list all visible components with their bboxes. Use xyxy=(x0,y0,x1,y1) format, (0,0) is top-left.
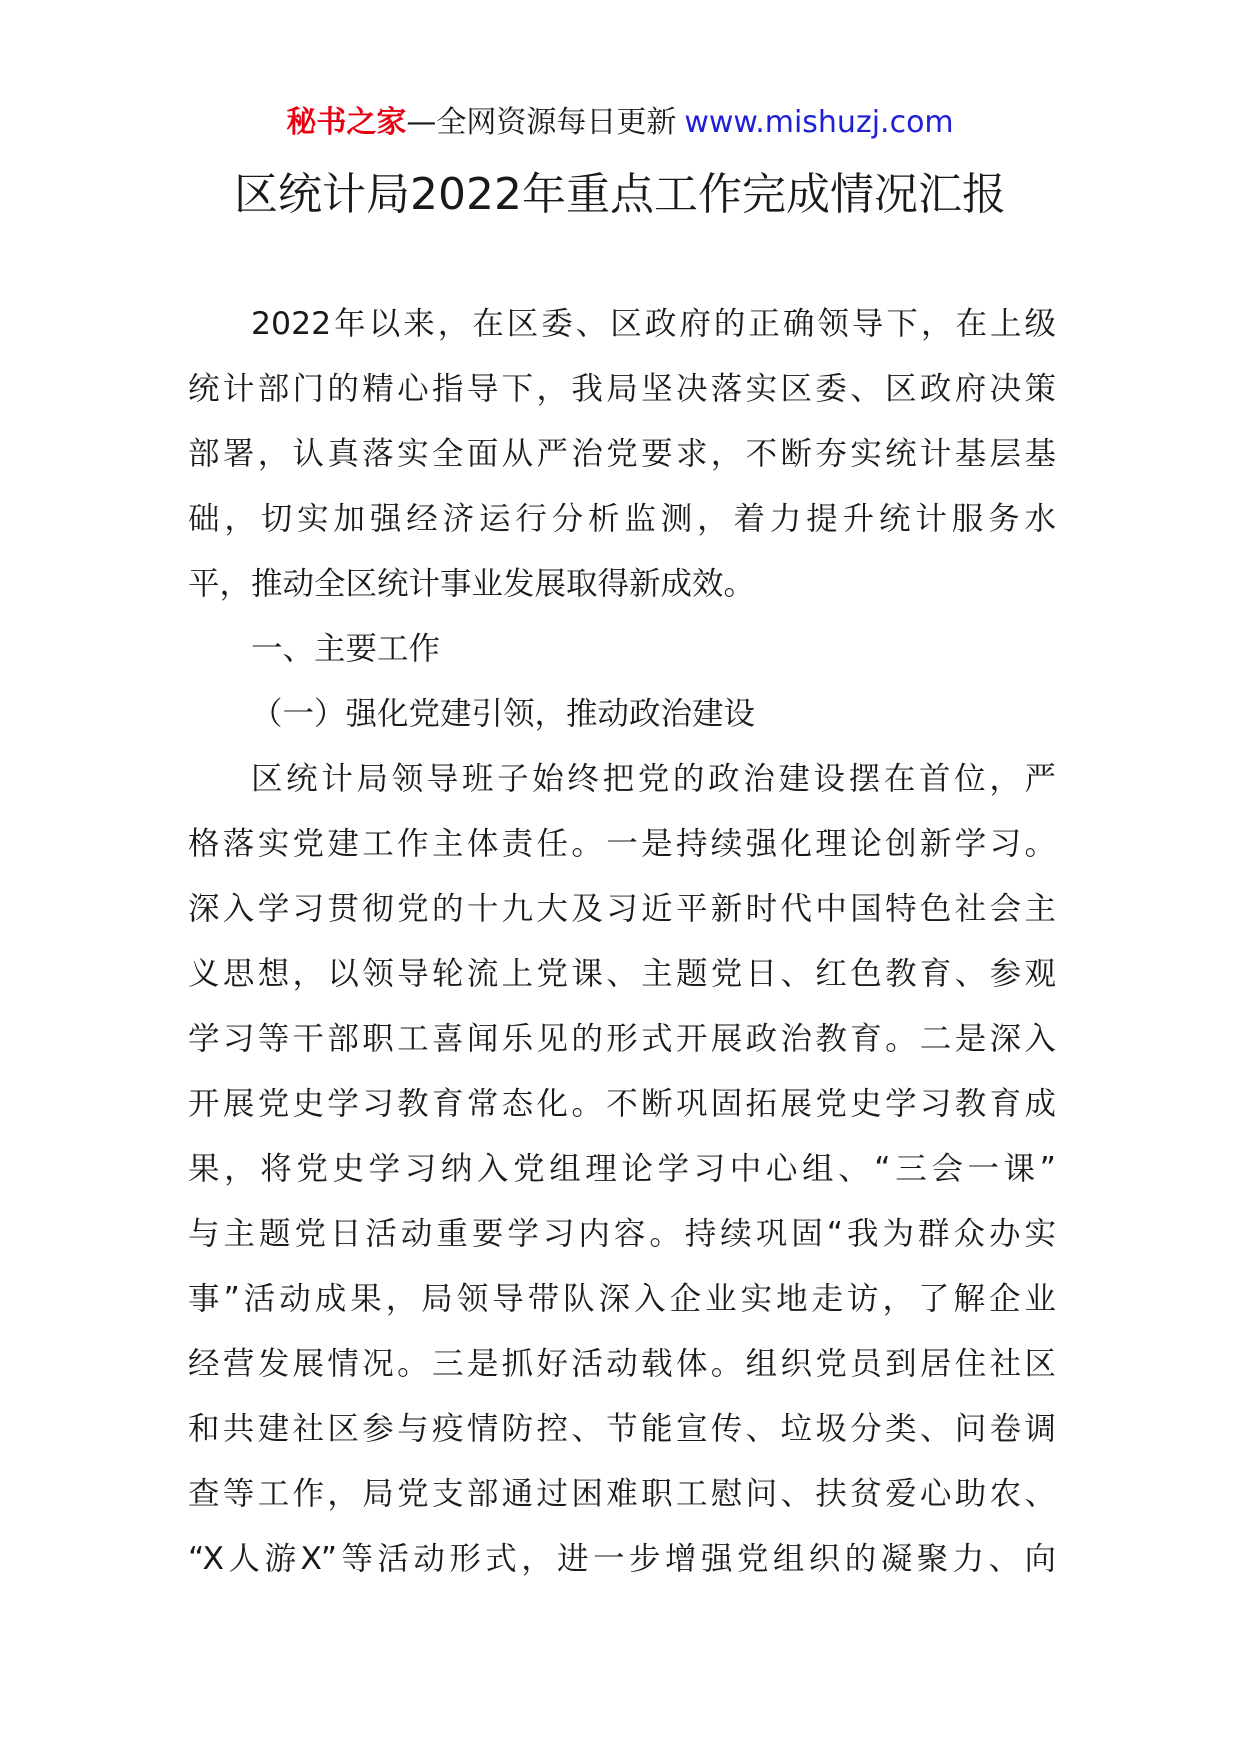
paragraph-line: 深入学习贯彻党的十九大及习近平新时代中国特色社会主 xyxy=(188,891,1056,927)
subsection-heading: （一）强化党建引领，推动政治建设 xyxy=(251,696,756,732)
paragraph-line: 平，推动全区统计事业发展取得新成效。 xyxy=(188,566,756,602)
paragraph-line: 2022年以来，在区委、区政府的正确领导下，在上级 xyxy=(251,306,1056,342)
paragraph-line: 和共建社区参与疫情防控、节能宣传、垃圾分类、问卷调 xyxy=(188,1411,1056,1447)
document-title: 区统计局2022年重点工作完成情况汇报 xyxy=(234,169,1006,220)
paragraph-line: 区统计局领导班子始终把党的政治建设摆在首位，严 xyxy=(251,761,1056,797)
paragraph-line: 格落实党建工作主体责任。一是持续强化理论创新学习。 xyxy=(188,826,1056,862)
paragraph-line: 果，将党史学习纳入党组理论学习中心组、“三会一课” xyxy=(188,1151,1056,1187)
paragraph-line: 经营发展情况。三是抓好活动载体。组织党员到居住社区 xyxy=(188,1346,1056,1382)
brand-name: 秘书之家 xyxy=(286,105,407,140)
paragraph-line: 部署，认真落实全面从严治党要求，不断夯实统计基层基 xyxy=(188,436,1056,472)
paragraph-line: 统计部门的精心指导下，我局坚决落实区委、区政府决策 xyxy=(188,371,1056,407)
paragraph-line: 查等工作，局党支部通过困难职工慰问、扶贫爱心助农、 xyxy=(188,1476,1056,1512)
paragraph-line: 学习等干部职工喜闻乐见的形式开展政治教育。二是深入 xyxy=(188,1021,1056,1057)
header-tagline: —全网资源每日更新 xyxy=(406,105,677,140)
paragraph-line: 义思想，以领导轮流上党课、主题党日、红色教育、参观 xyxy=(188,956,1056,992)
paragraph-line: 开展党史学习教育常态化。不断巩固拓展党史学习教育成 xyxy=(188,1086,1056,1122)
section-heading: 一、主要工作 xyxy=(251,631,441,667)
paragraph-line: “X人游X”等活动形式，进一步增强党组织的凝聚力、向 xyxy=(188,1541,1056,1577)
site-header xyxy=(0,103,1240,143)
site-url-link[interactable]: www.mishuzj.com xyxy=(684,105,954,140)
paragraph-line: 础，切实加强经济运行分析监测，着力提升统计服务水 xyxy=(188,501,1056,537)
paragraph-line: 事”活动成果，局领导带队深入企业实地走访，了解企业 xyxy=(188,1281,1056,1317)
paragraph-line: 与主题党日活动重要学习内容。持续巩固“我为群众办实 xyxy=(188,1216,1056,1252)
document-body xyxy=(188,292,1056,1592)
